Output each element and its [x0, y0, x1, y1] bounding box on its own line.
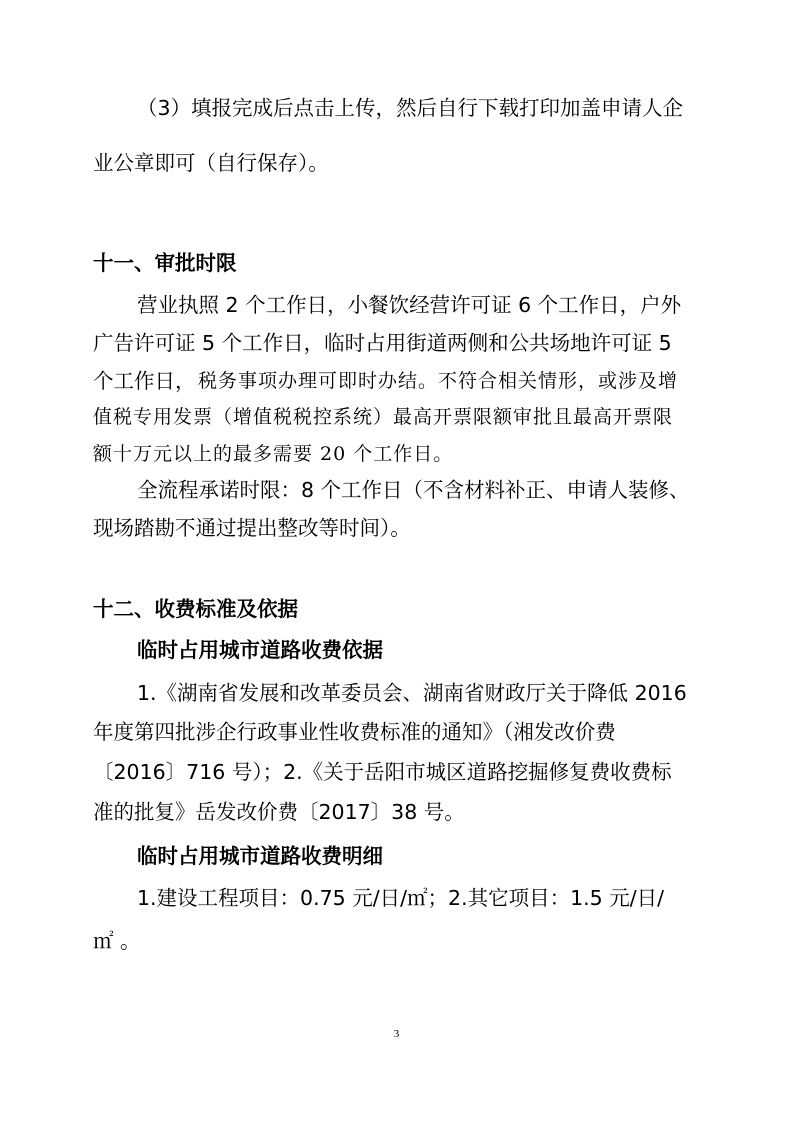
line-text: 额十万元以上的最多需要 20 个工作日。 [93, 443, 454, 465]
line-text: 准的批复》岳发改价费〔2017〕38 号。 [93, 800, 465, 824]
heading-text: 十一、审批时限 [93, 251, 237, 275]
line-text: 1.建设工程项目：0.75 元/日/㎡；2.其它项目：1.5 元/日/ [137, 886, 665, 910]
line-text: 年度第四批涉企行政事业性收费标准的通知》（湘发改价费 [93, 720, 616, 744]
line-text: 值税专用发票（增值税税控系统）最高开票限额审批且最高开票限 [93, 406, 674, 428]
line-text: （3）填报完成后点击上传，然后自行下载打印加盖申请人企 [137, 96, 684, 120]
line-text: 广告许可证 5 个工作日，临时占用街道两侧和公共场地许可证 5 [93, 331, 672, 355]
line-text: 〔2016〕716 号）；2.《关于岳阳市城区道路挖掘修复费收费标 [93, 760, 672, 784]
line-text-serif: 税务事项办理可即时办结。不符合相关情形，或涉及增 [198, 370, 679, 392]
subheading-text: 临时占用城市道路收费依据 [137, 638, 383, 662]
line-text: 1.《湖南省发展和改革委员会、湖南省财政厅关于降低 2016 [137, 681, 687, 705]
line-text: ㎡ 。 [93, 929, 141, 953]
subheading-text: 临时占用城市道路收费明细 [137, 844, 383, 868]
line-text: 个工作日， [93, 369, 196, 393]
line-text: 全流程承诺时限：8 个工作日（不含材料补正、申请人装修、 [137, 478, 690, 502]
line-text: 现场踏勘不通过提出整改等时间）。 [93, 516, 411, 540]
line-text: 营业执照 2 个工作日，小餐饮经营许可证 6 个工作日，户外 [137, 293, 682, 317]
page-number: 3 [393, 1028, 400, 1040]
line-text: 业公章即可（自行保存）。 [93, 151, 329, 175]
heading-text: 十二、收费标准及依据 [93, 597, 298, 621]
